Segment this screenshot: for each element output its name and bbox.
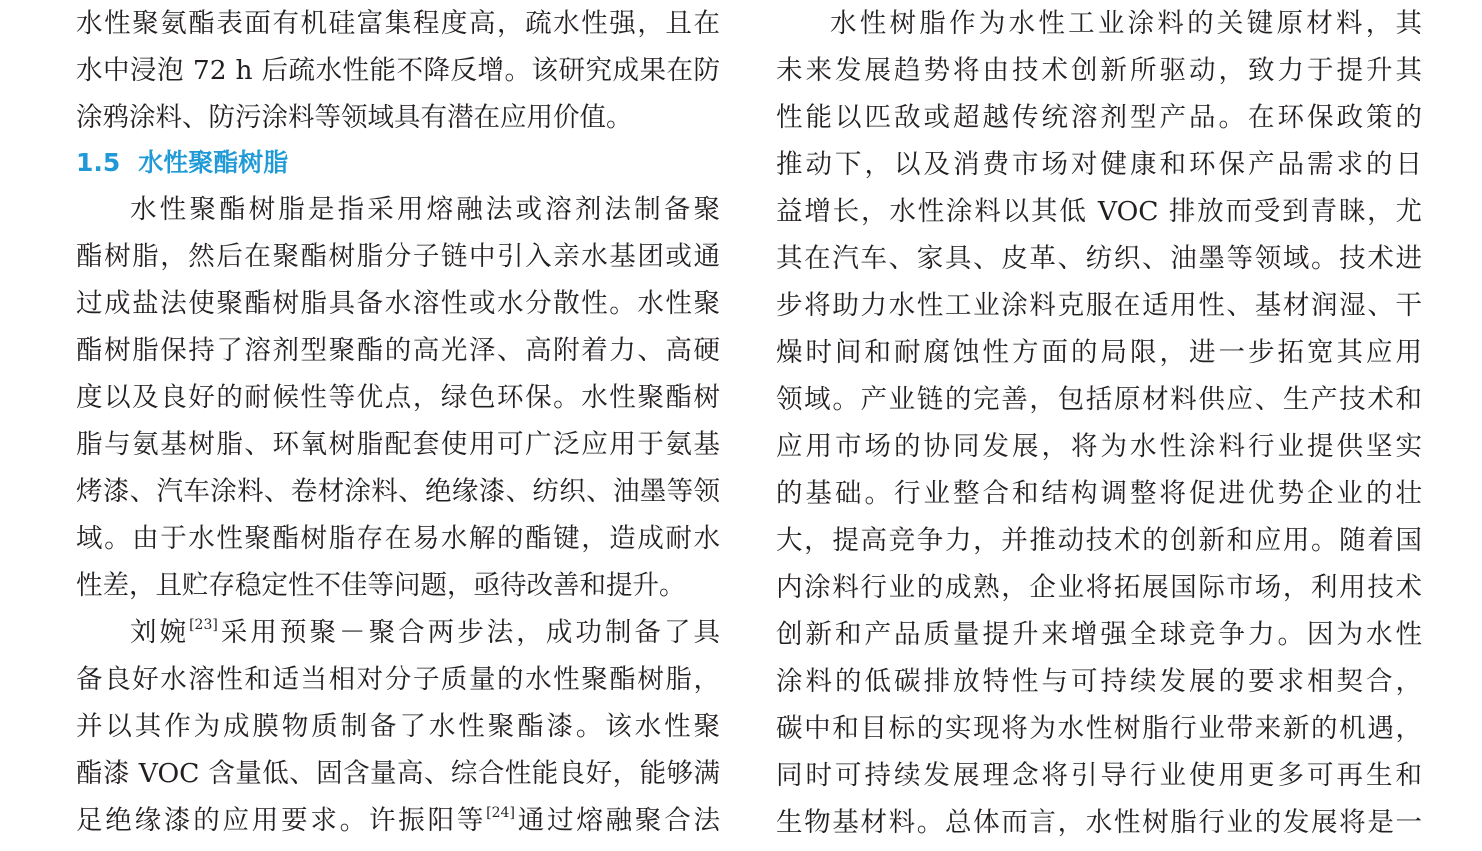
text-line: 生物基材料。总体而言，水性树脂行业的发展将是一 [776, 807, 1422, 838]
text-line: 内涂料行业的成熟，企业将拓展国际市场，利用技术 [776, 572, 1422, 603]
text-line: 水性聚氨酯表面有机硅富集程度高，疏水性强，且在 [76, 8, 720, 39]
text-line: 酯漆 VOC 含量低、固含量高、综合性能良好，能够满 [76, 758, 720, 789]
section-title: 水性聚酯树脂 [138, 148, 289, 177]
text-segment: 刘婉 [130, 617, 190, 648]
text-line: 度以及良好的耐候性等优点，绿色环保。水性聚酯树 [76, 382, 720, 413]
text-line: 备良好水溶性和适当相对分子质量的水性聚酯树脂， [76, 664, 720, 695]
citation-ref: [24] [486, 805, 515, 821]
text-line: 性能以匹敌或超越传统溶剂型产品。在环保政策的 [776, 102, 1422, 133]
text-line: 碳中和目标的实现将为水性树脂行业带来新的机遇， [776, 713, 1422, 744]
text-segment: 通过熔融聚合法 [514, 805, 721, 836]
text-line: 领域。产业链的完善，包括原材料供应、生产技术和 [776, 384, 1422, 415]
text-line: 性差，且贮存稳定性不佳等问题，亟待改善和提升。 [76, 570, 686, 601]
text-line-with-citation [76, 797, 720, 844]
section-number: 1.5 [76, 148, 121, 177]
text-line: 益增长，水性涂料以其低 VOC 排放而受到青睐，尤 [776, 196, 1422, 227]
citation-ref: [23] [189, 617, 218, 633]
text-line: 并以其作为成膜物质制备了水性聚酯漆。该水性聚 [76, 711, 720, 742]
text-line: 域。由于水性聚酯树脂存在易水解的酯键，造成耐水 [76, 523, 720, 554]
text-line: 过成盐法使聚酯树脂具备水溶性或水分散性。水性聚 [76, 288, 720, 319]
text-line: 燥时间和耐腐蚀性方面的局限，进一步拓宽其应用 [776, 337, 1422, 368]
section-heading [76, 139, 288, 186]
text-segment: 采用预聚－聚合两步法，成功制备了具 [217, 617, 721, 648]
text-line: 涂鸦涂料、防污涂料等领域具有潜在应用价值。 [76, 102, 633, 133]
text-line: 其在汽车、家具、皮革、纺织、油墨等领域。技术进 [776, 243, 1422, 274]
text-line: 涂料的低碳排放特性与可持续发展的要求相契合， [776, 666, 1422, 697]
text-line: 酯树脂，然后在聚酯树脂分子链中引入亲水基团或通 [76, 241, 720, 272]
text-line: 未来发展趋势将由技术创新所驱动，致力于提升其 [776, 55, 1422, 86]
text-line: 步将助力水性工业涂料克服在适用性、基材润湿、干 [776, 290, 1422, 321]
text-line: 脂与氨基树脂、环氧树脂配套使用可广泛应用于氨基 [76, 429, 720, 460]
text-line: 水性树脂作为水性工业涂料的关键原材料，其 [830, 8, 1422, 39]
text-line: 的基础。行业整合和结构调整将促进优势企业的壮 [776, 478, 1422, 509]
text-line: 水中浸泡 72 h 后疏水性能不降反增。该研究成果在防 [76, 55, 720, 86]
text-line: 水性聚酯树脂是指采用熔融法或溶剂法制备聚 [130, 194, 720, 225]
text-line: 推动下，以及消费市场对健康和环保产品需求的日 [776, 149, 1422, 180]
text-segment: 足绝缘漆的应用要求。许振阳等 [76, 805, 487, 836]
text-line: 酯树脂保持了溶剂型聚酯的高光泽、高附着力、高硬 [76, 335, 720, 366]
text-line: 大，提高竞争力，并推动技术的创新和应用。随着国 [776, 525, 1422, 556]
text-line-with-citation [130, 609, 720, 656]
text-line: 应用市场的协同发展，将为水性涂料行业提供坚实 [776, 431, 1422, 462]
text-line: 烤漆、汽车涂料、卷材涂料、绝缘漆、纺织、油墨等领 [76, 476, 720, 507]
text-line: 同时可持续发展理念将引导行业使用更多可再生和 [776, 760, 1422, 791]
text-line: 创新和产品质量提升来增强全球竞争力。因为水性 [776, 619, 1422, 650]
